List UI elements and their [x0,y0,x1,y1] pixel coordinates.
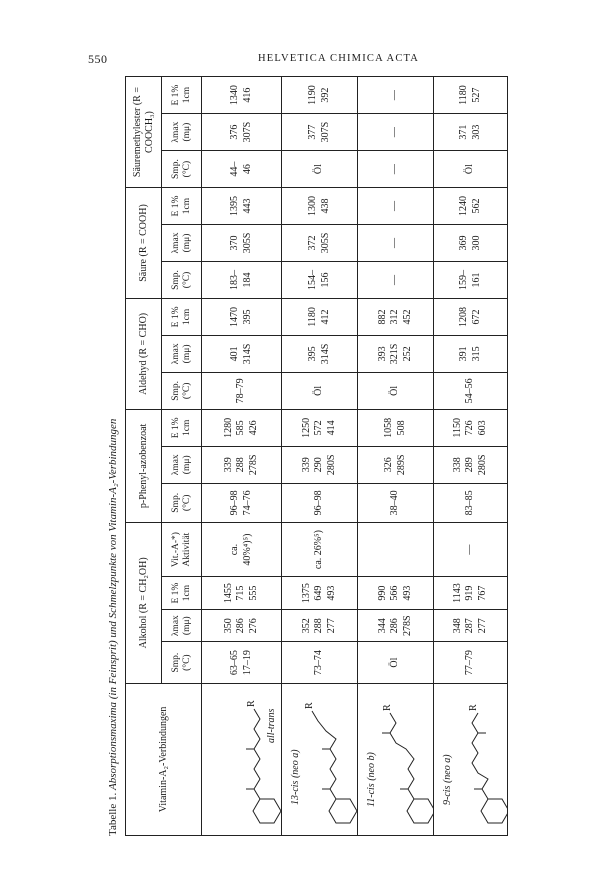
cell-alc-smp: 63–65 17–19 [202,642,282,683]
structure-cell [202,683,282,835]
journal-title: HELVETICA CHIMICA ACTA [258,53,420,64]
table-caption [107,76,121,836]
header-acid: Säure (R = COOH) [126,188,162,299]
structure-cell [358,683,434,835]
cell-az-e: 1150 726 603 [434,409,508,446]
cell-ald-smp: 54–56 [434,372,508,409]
cell-ald-e: 882 312 452 [358,298,434,335]
cell-ald-lambda: 391 315 [434,335,508,372]
cell-acid-lambda: — [358,225,434,262]
isomer-name: all-trans [266,708,277,743]
cell-ald-e: 1470 395 [202,298,282,335]
caption-label: Tabelle 1. [107,792,119,836]
subheader-ald-e: E 1% 1cm [162,298,202,335]
cell-acid-smp: 159– 161 [434,261,508,298]
subheader-ald-smp: Smp. (°C) [162,372,202,409]
page-header [0,52,600,72]
cell-az-lambda: 338 289 280S [434,446,508,483]
cell-ald-lambda: 393 321S 252 [358,335,434,372]
cell-acid-e: 1395 443 [202,188,282,225]
table-row [434,77,508,836]
cell-est-e: 1190 392 [282,77,358,114]
cell-az-e: 1280 585 426 [202,409,282,446]
subheader-alc-vit: Vit.-A-*) Aktivität [162,522,202,576]
cell-acid-smp: 183– 184 [202,261,282,298]
cell-alc-vit [358,522,434,576]
cell-ald-smp: 78–79 [202,372,282,409]
cell-alc-e: 990 566 493 [358,577,434,610]
cell-az-lambda: 339 288 278S [202,446,282,483]
structure-cell [434,683,508,835]
page-number: 550 [88,52,108,66]
caption-text: Absorptionsmaxima (in Feinsprit) und Schmelzpunkte von Vitamin-A₂-Verbindungen [107,418,119,791]
cell-alc-e: 1143 919 767 [434,577,508,610]
cell-est-smp: Öl [434,151,508,188]
isomer-name: 13-cis (neo a) [290,749,301,805]
cell-alc-lambda: 352 288 277 [282,609,358,642]
cell-acid-e: — [358,188,434,225]
cell-alc-vit: ca. 26%⁵) [282,522,358,576]
cell-az-lambda: 339 290 280S [282,446,358,483]
cell-alc-vit: — [434,522,508,576]
subheader-az-smp: Smp. (°C) [162,483,202,522]
cell-acid-smp: — [358,261,434,298]
subheader-alc-lambda: λmax (mμ) [162,609,202,642]
cell-est-lambda: — [358,114,434,151]
cell-ald-smp: Öl [358,372,434,409]
subheader-est-smp: Smp. (°C) [162,151,202,188]
cell-est-smp: 44– 46 [202,151,282,188]
cell-az-lambda: 326 289S [358,446,434,483]
subheader-acid-smp: Smp. (°C) [162,261,202,298]
cell-acid-lambda: 369 300 [434,225,508,262]
cell-az-smp: 83–85 [434,483,508,522]
subheader-alc-e: E 1% 1cm [162,577,202,610]
cell-az-smp: 96–98 [282,483,358,522]
header-aldehyde: Aldehyd (R = CHO) [126,298,162,409]
cell-alc-vit: ca. 40%⁴)⁵) [202,522,282,576]
cell-az-e: 1058 508 [358,409,434,446]
cell-alc-smp: 77–79 [434,642,508,683]
cell-ald-smp: Öl [282,372,358,409]
table-row [282,77,358,836]
cell-alc-lambda: 350 286 276 [202,609,282,642]
cell-alc-smp: Öl [358,642,434,683]
cell-az-e: 1250 572 414 [282,409,358,446]
cell-alc-smp: 73–74 [282,642,358,683]
r-label: R [246,700,257,707]
cell-acid-e: 1240 562 [434,188,508,225]
subheader-az-e: E 1% 1cm [162,409,202,446]
r-label: R [382,704,393,711]
rotated-table-block [107,76,507,836]
isomer-name: 11-cis (neo b) [366,752,377,807]
subheader-alc-smp: Smp. (°C) [162,642,202,683]
subheader-est-lambda: λmax (mμ) [162,114,202,151]
cell-est-lambda: 376 307S [202,114,282,151]
cell-est-smp: Öl [282,151,358,188]
header-compound: Vitamin-A₂-Verbindungen [126,683,202,835]
subheader-acid-lambda: λmax (mμ) [162,225,202,262]
cell-ald-lambda: 401 314S [202,335,282,372]
subheader-acid-e: E 1% 1cm [162,188,202,225]
cell-est-lambda: 377 307S [282,114,358,151]
cell-acid-lambda: 370 305S [202,225,282,262]
cell-ald-e: 1180 412 [282,298,358,335]
isomer-name: 9-cis (neo a) [442,754,453,805]
cell-acid-lambda: 372 305S [282,225,358,262]
cell-est-lambda: 371 303 [434,114,508,151]
cell-alc-e: 1375 649 493 [282,577,358,610]
subheader-est-e: E 1% 1cm [162,77,202,114]
subheader-ald-lambda: λmax (mμ) [162,335,202,372]
table-row [358,77,434,836]
cell-ald-lambda: 395 314S [282,335,358,372]
header-alcohol: Alkohol (R = CH₂OH) [126,522,162,683]
header-ester: Säuremethylester (R = COOCH₃) [126,77,162,188]
cell-alc-lambda: 344 286 278S [358,609,434,642]
cell-alc-e: 1455 715 555 [202,577,282,610]
cell-est-smp: — [358,151,434,188]
absorption-table [125,76,508,836]
structure-cell [282,683,358,835]
header-azobenzoate: p-Phenyl-azobenzoat [126,409,162,522]
cell-az-smp: 96–98 74–76 [202,483,282,522]
r-label: R [468,704,479,711]
cell-est-e: 1340 416 [202,77,282,114]
subheader-az-lambda: λmax (mμ) [162,446,202,483]
cell-acid-smp: 154– 156 [282,261,358,298]
r-label: R [304,702,315,709]
cell-az-smp: 38–40 [358,483,434,522]
table-row [202,77,282,836]
cell-est-e: 1180 527 [434,77,508,114]
cell-alc-lambda: 348 287 277 [434,609,508,642]
cell-est-e: — [358,77,434,114]
cell-acid-e: 1300 438 [282,188,358,225]
cell-ald-e: 1208 672 [434,298,508,335]
